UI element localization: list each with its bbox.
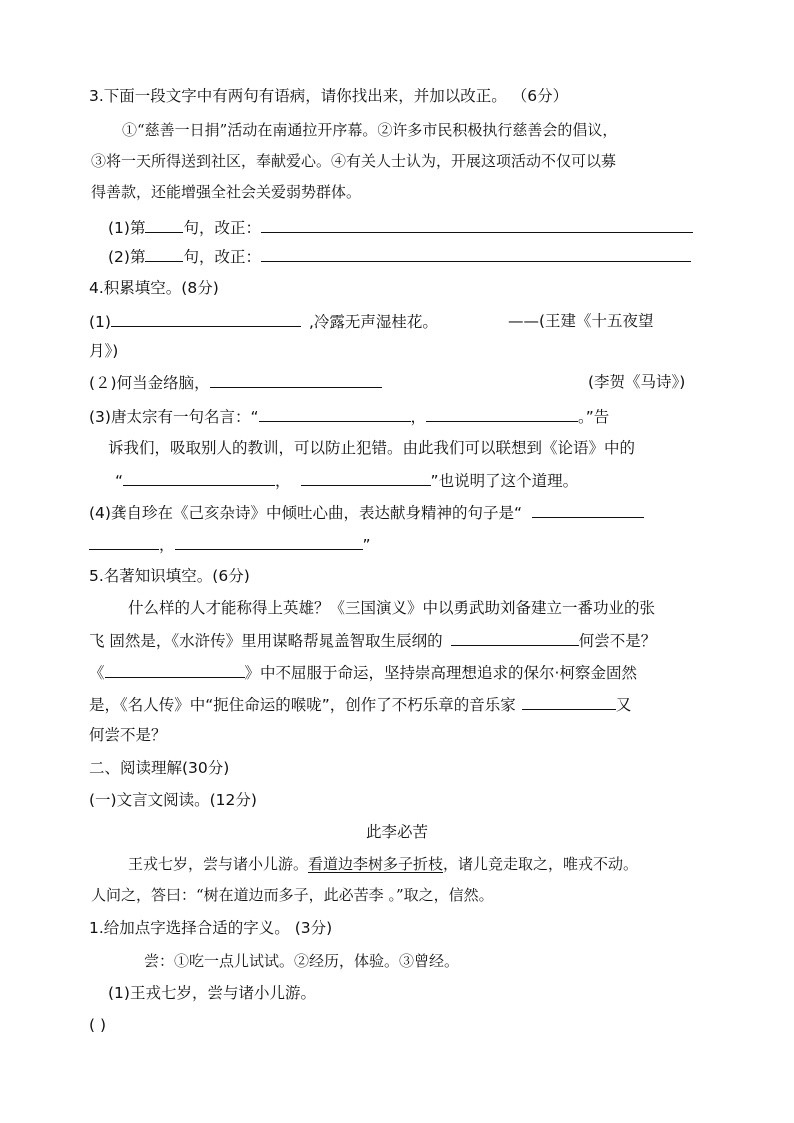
q3-answer-2-prefix: (2)第 (108, 248, 146, 266)
q3-paragraph-line-1: ①“慈善一日捐”活动在南通拉开序幕。②许多市民积极执行慈善会的倡议， (122, 121, 618, 139)
q4-item-3-blank-2[interactable] (426, 406, 578, 422)
q4-title: 4.积累填空。(8分) (89, 279, 219, 297)
q4-item-3-comma: ， (410, 408, 427, 426)
q4-item-4-comma: ， (159, 536, 175, 554)
q5-line-2-text: 飞 固然是，《水浒传》里用谋略帮晁盖智取生辰纲的 (89, 632, 443, 650)
q4-item-4-text: (4)龚自珍在《己亥杂诗》中倾吐心曲，表达献身精神的句子是“ (89, 504, 522, 522)
q3-answer-1-correction-blank[interactable] (261, 217, 693, 233)
qa1-answer-parens[interactable]: ( ) (89, 1016, 107, 1034)
q4-item-3-end: 。”告 (578, 408, 610, 426)
passage-line-2: 人问之，答曰：“树在道边而多子，此必苦李 。”取之，信然。 (91, 886, 494, 904)
q4-item-4-end: ” (362, 536, 371, 554)
q5-line-4-end: 又 (615, 696, 632, 714)
q5-line-2-end: 何尝不是？ (578, 632, 657, 650)
q4-item-4-line-2 (89, 534, 371, 555)
q4-item-3-line-2: 诉我们，吸取别人的教训，可以防止犯错。由此我们可以联想到《论语》中的 (108, 439, 636, 457)
q4-item-1-blank[interactable] (111, 311, 301, 327)
q3-title: 3.下面一段文字中有两句有语病，请你找出来，并加以改正。 （6分） (89, 87, 569, 105)
q4-item-1-text: ,冷露无声湿桂花。 (308, 313, 438, 331)
q3-answer-1-prefix: (1)第 (108, 219, 146, 237)
q5-line-1: 什么样的人才能称得上英雄？《三国演义》中以勇武助刘备建立一番功业的张 (128, 599, 656, 617)
q4-item-3-line-3 (115, 470, 578, 491)
q5-line-3 (89, 662, 637, 683)
q5-title: 5.名著知识填空。(6分) (89, 567, 250, 585)
q4-item-3 (89, 406, 609, 427)
q4-item-1-source-cont: 月》) (89, 342, 119, 360)
qa1-item-1: (1)王戎七岁，尝与诸小儿游。 (108, 984, 316, 1002)
q4-item-3-blank-3[interactable] (123, 470, 275, 486)
q4-item-2-text: (２)何当金络脑， (89, 374, 210, 392)
q4-item-1-source: ——(王建《十五夜望 (508, 312, 654, 330)
q3-answer-2-correction-blank[interactable] (261, 246, 691, 262)
passage-line-1 (128, 854, 638, 874)
q4-item-3-open-quote: “ (115, 472, 124, 490)
q5-line-3-text: 》中不屈服于命运，坚持崇高理想追求的保尔·柯察金固然 (244, 664, 637, 682)
q4-item-3-text: (3)唐太宗有一句名言：“ (89, 408, 259, 426)
section-2-sub-1: (一)文言文阅读。(12分) (89, 791, 257, 809)
q5-line-3-open: 《 (89, 664, 105, 682)
passage-line-1-a: 王戎七岁，尝与诸小儿游。 (128, 855, 309, 873)
q3-paragraph-line-2: ③将一天所得送到社区，奉献爱心。④有关人士认为，开展这项活动不仅可以募 (91, 152, 617, 170)
q3-answer-2-label: 句，改正： (183, 248, 261, 266)
q4-item-3-blank-4[interactable] (301, 470, 431, 486)
q4-item-4-blank-2[interactable] (89, 534, 159, 550)
q5-line-2 (89, 630, 656, 651)
passage-underlined-sentence: 看道边李树多子折枝 (308, 855, 444, 873)
q5-blank-1[interactable] (451, 630, 579, 646)
passage-title: 此李必苦 (365, 823, 428, 841)
q3-answer-1-label: 句，改正： (183, 219, 261, 237)
q4-item-4-blank-3[interactable] (175, 534, 363, 550)
q5-line-4 (89, 694, 631, 715)
q4-item-3-line-3-end: ”也说明了这个道理。 (430, 472, 579, 490)
q4-item-1 (89, 311, 438, 332)
q5-line-5: 何尝不是？ (89, 726, 167, 744)
qa1-options: 尝：①吃一点儿试试。②经历，体验。③曾经。 (144, 952, 460, 970)
q4-item-1-prefix: (1) (89, 313, 111, 331)
q5-blank-2[interactable] (105, 662, 245, 678)
q4-item-3-blank-1[interactable] (259, 406, 411, 422)
q3-answer-2-sentence-blank[interactable] (145, 246, 183, 262)
passage-line-1-b: ，诸儿竞走取之，唯戎不动。 (443, 855, 639, 873)
section-2-title: 二、阅读理解(30分) (89, 759, 230, 777)
q3-answer-1 (108, 217, 693, 238)
q4-item-4-blank-1[interactable] (532, 502, 644, 518)
q5-line-4-text: 是，《名人传》中“扼住命运的喉咙”，创作了不朽乐章的音乐家 (89, 696, 516, 714)
q4-item-2-blank[interactable] (210, 372, 382, 388)
q4-item-4 (89, 502, 644, 523)
q4-item-2 (89, 372, 382, 393)
q3-answer-2 (108, 246, 691, 267)
qa1-title: 1.给加点字选择合适的字义。 (3分) (89, 919, 333, 937)
q3-answer-1-sentence-blank[interactable] (145, 217, 183, 233)
q4-item-2-source: (李贺《马诗》) (588, 373, 686, 391)
q4-item-3-comma-2: ， (275, 472, 291, 490)
q5-blank-3[interactable] (522, 694, 616, 710)
q3-paragraph-line-3: 得善款，还能增强全社会关爱弱势群体。 (91, 183, 362, 201)
